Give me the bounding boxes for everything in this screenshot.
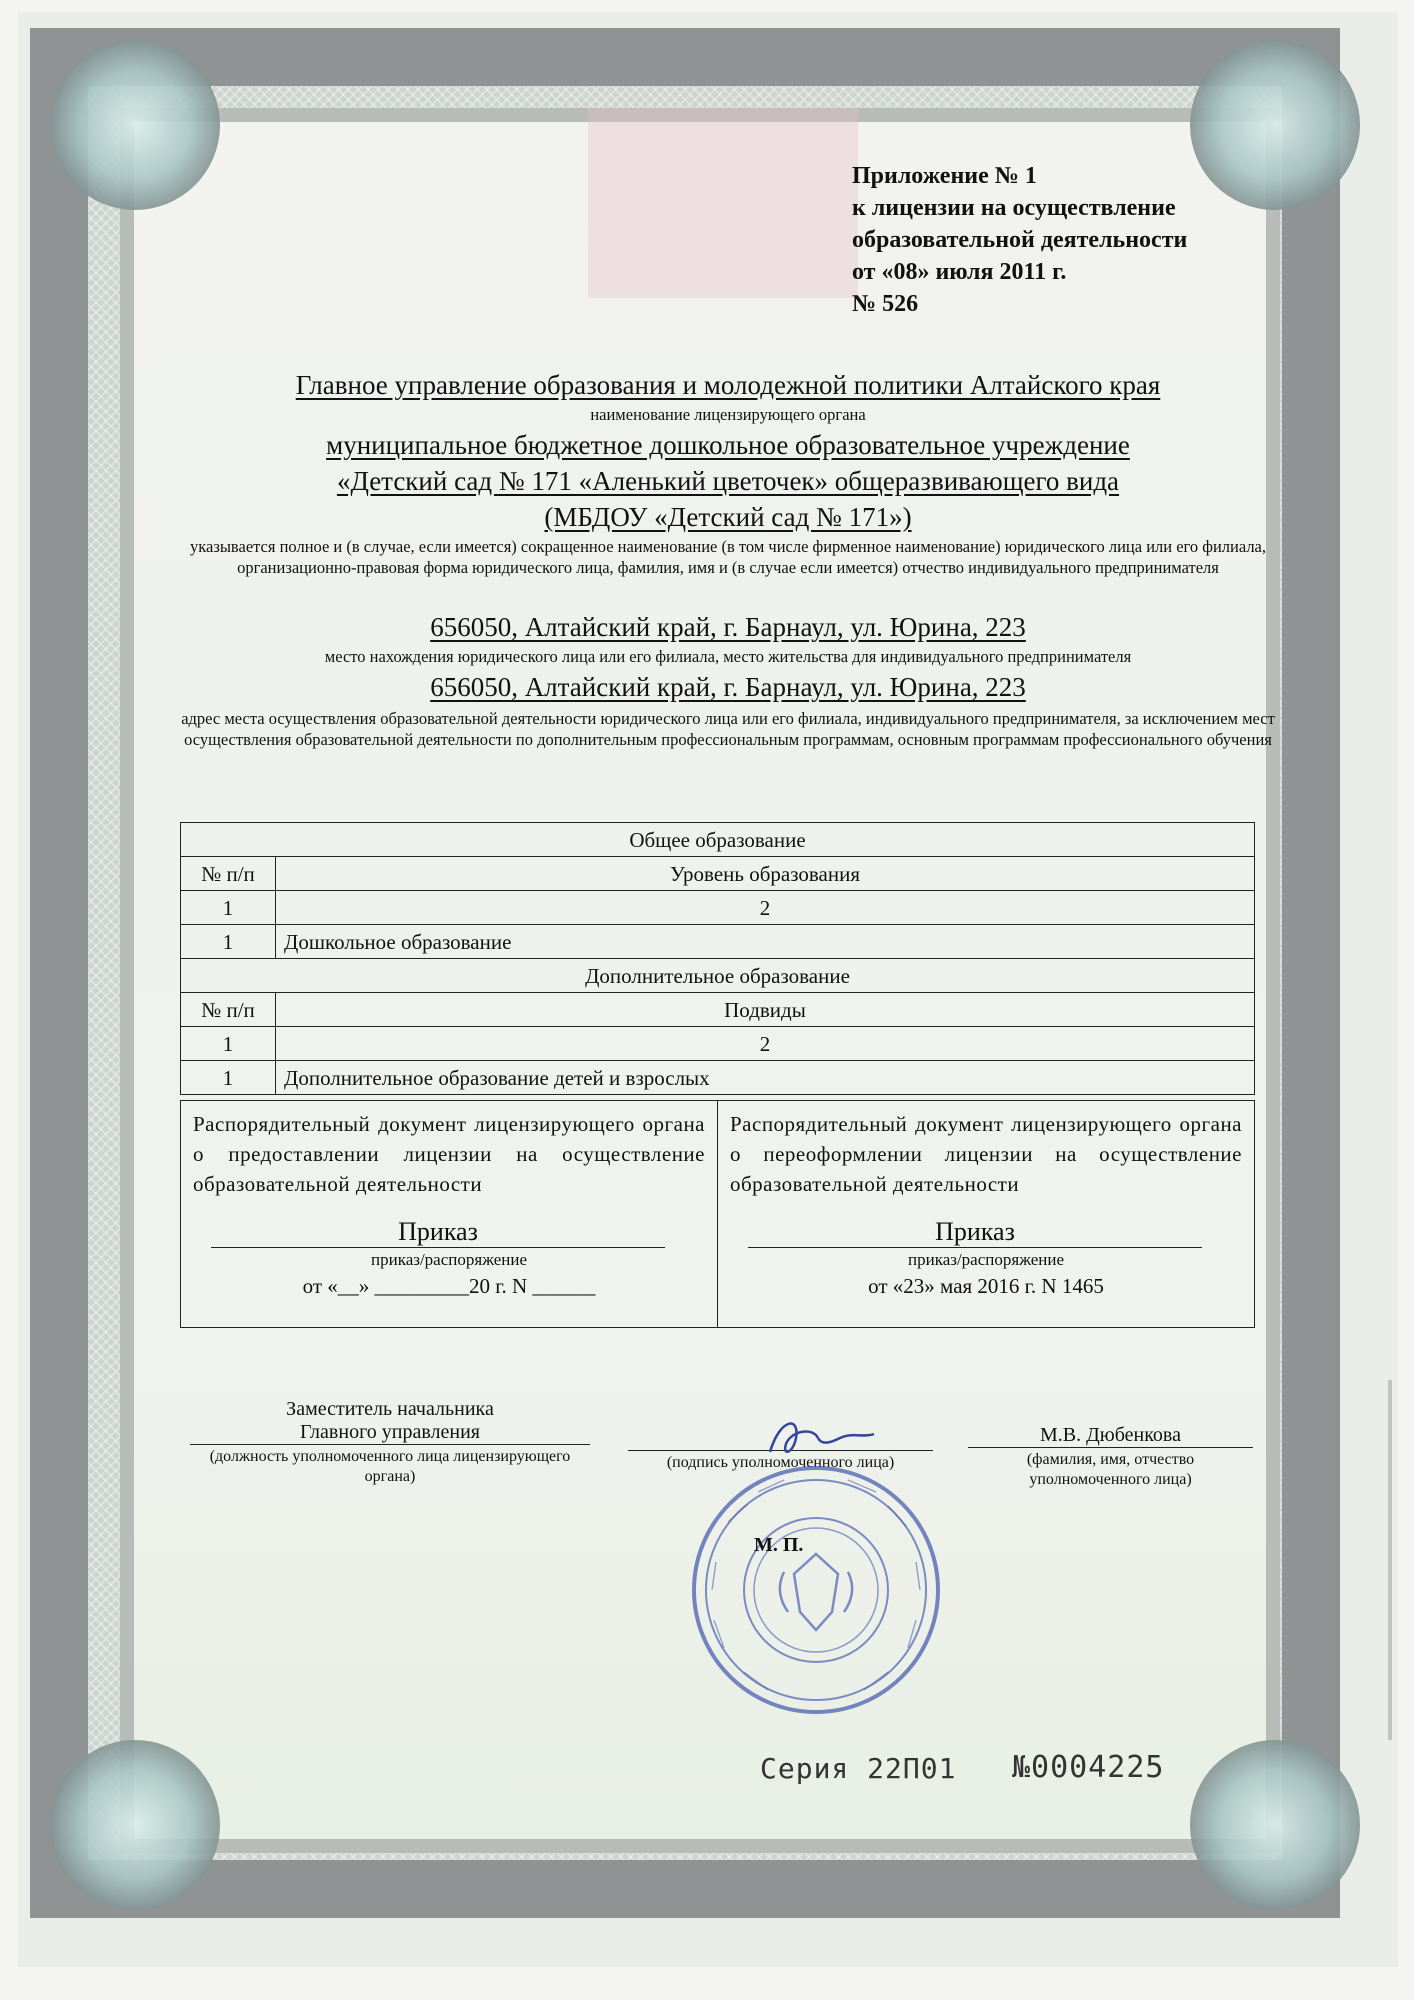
index-cell: 2 (276, 891, 1255, 925)
reissue-order-text: Распорядительный документ лицензирующего органа о переоформлении лицензии на осуществление образовательной деятельности (730, 1112, 1242, 1196)
issuance-order-cell (181, 1101, 718, 1328)
reissue-order-date: от «23» мая 2016 г. N 1465 (868, 1274, 1104, 1298)
orders-table (180, 1100, 1255, 1328)
table-row (181, 959, 1255, 993)
table-row (181, 1027, 1255, 1061)
appendix-header (852, 160, 1187, 320)
reissue-order-type: Приказ (748, 1217, 1202, 1248)
appendix-line: к лицензии на осуществление (852, 195, 1176, 221)
issuance-order-text: Распорядительный документ лицензирующего органа о предоставлении лицензии на осуществление образовательной деятельности (193, 1112, 705, 1196)
licensee-caption: указывается полное и (в случае, если имеется) сокращенное наименование (в том числе фирменное наименование) юридического лица или его филиала, организационно-правовая форма юридического лица, фамилия, имя и (в случае если имеется) отчество индивидуального предпринимателя (189, 537, 1267, 577)
signatory-position (190, 1398, 590, 1487)
index-cell: 2 (276, 1027, 1255, 1061)
licensee-name-line: муниципальное бюджетное дошкольное образовательное учреждение (326, 430, 1130, 460)
licensing-body-caption: наименование лицензирующего органа (590, 405, 866, 424)
column-header-subtype: Подвиды (276, 993, 1255, 1027)
index-cell: 1 (181, 891, 276, 925)
education-level-value: Дошкольное образование (276, 925, 1255, 959)
table-row (181, 1061, 1255, 1095)
signatory-name-caption: (фамилия, имя, отчество уполномоченного лица) (1026, 1451, 1195, 1488)
form-number: №0004225 (1012, 1750, 1165, 1785)
location-address: 656050, Алтайский край, г. Барнаул, ул. Юрина, 223 (430, 612, 1026, 642)
appendix-title: Приложение № 1 (852, 163, 1037, 189)
signature-icon (760, 1408, 880, 1468)
appendix-line: образовательной деятельности (852, 227, 1188, 253)
seal-place-label: М. П. (754, 1534, 804, 1556)
table-row (181, 1101, 1255, 1328)
position-caption: (должность уполномоченного лица лицензирующего органа) (209, 1448, 571, 1485)
printer-imprint-icon (1382, 1380, 1400, 1740)
activity-address-caption: адрес места осуществления образовательной деятельности юридического лица или его филиала, индивидуального предпринимателя, за исключением мест осуществления образовательной деятельности по дополнительным профессиональным программам, основным программам профессионального обучения (181, 709, 1275, 749)
appendix-date: от «08» июля 2011 г. (852, 259, 1067, 285)
signature-caption: (подпись уполномоченного лица) (666, 1454, 895, 1471)
issuance-order-date: от «__» _________20 г. N ______ (302, 1274, 596, 1298)
education-table (180, 822, 1255, 1095)
position-line: Заместитель начальника (286, 1398, 494, 1420)
table-row (181, 823, 1255, 857)
licensee-name-line: «Детский сад № 171 «Аленький цветочек» общеразвивающего вида (336, 466, 1120, 496)
additional-education-value: Дополнительное образование детей и взрослых (276, 1061, 1255, 1095)
table-row (181, 925, 1255, 959)
signatory-name: М.В. Дюбенкова (968, 1424, 1253, 1448)
table-row (181, 993, 1255, 1027)
issuance-order-caption: приказ/распоряжение (371, 1250, 527, 1269)
signatory-name-block (968, 1398, 1253, 1490)
position-line: Главного управления (190, 1421, 590, 1445)
general-education-title: Общее образование (181, 823, 1255, 857)
column-header-number: № п/п (181, 993, 276, 1027)
column-header-level: Уровень образования (276, 857, 1255, 891)
licensee-short-name: (МБДОУ «Детский сад № 171») (544, 502, 912, 532)
index-cell: 1 (181, 1027, 276, 1061)
row-number: 1 (181, 1061, 276, 1095)
official-seal-icon (688, 1462, 944, 1718)
column-header-number: № п/п (181, 857, 276, 891)
issuance-order-type: Приказ (211, 1217, 665, 1248)
row-number: 1 (181, 925, 276, 959)
table-row (181, 891, 1255, 925)
appendix-number: № 526 (852, 291, 919, 317)
reissue-order-cell (718, 1101, 1255, 1328)
activity-address: 656050, Алтайский край, г. Барнаул, ул. Юрина, 223 (430, 672, 1026, 702)
licensing-body-name: Главное управление образования и молодежной политики Алтайского края (295, 370, 1161, 400)
form-series: Серия 22П01 (760, 1752, 957, 1785)
location-caption: место нахождения юридического лица или его филиала, место жительства для индивидуального предпринимателя (324, 647, 1132, 666)
reissue-order-caption: приказ/распоряжение (908, 1250, 1064, 1269)
additional-education-title: Дополнительное образование (181, 959, 1255, 993)
table-row (181, 857, 1255, 891)
